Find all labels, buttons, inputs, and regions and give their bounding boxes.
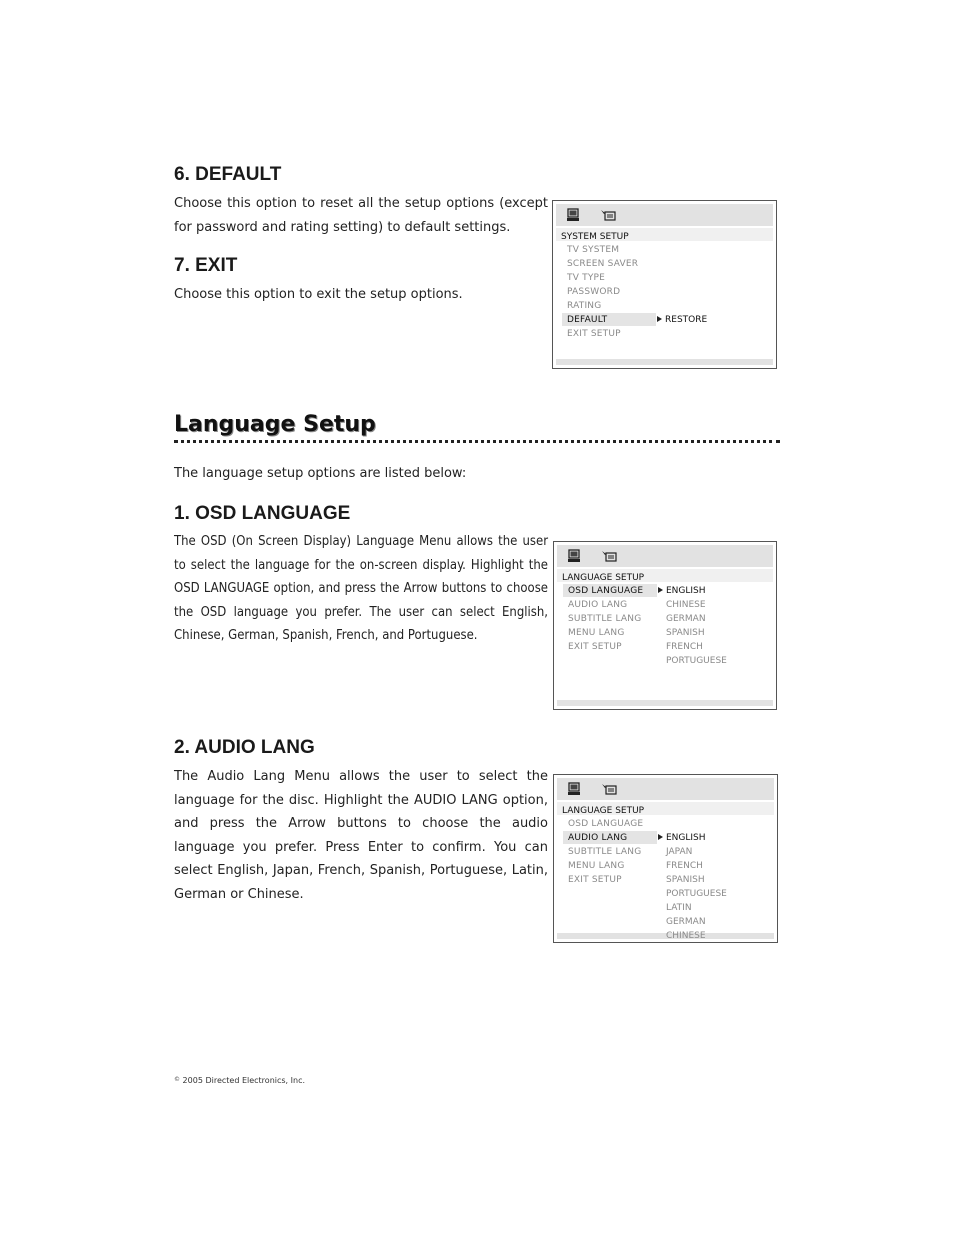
menu-option[interactable]: JAPAN — [666, 847, 693, 857]
menu-icon-bar — [557, 778, 774, 800]
menu-item[interactable]: EXIT SETUP — [568, 875, 622, 885]
menu-option[interactable]: GERMAN — [666, 614, 706, 624]
osd-language-heading: 1. OSD LANGUAGE — [174, 503, 351, 524]
audio-lang-menu-screenshot — [553, 774, 778, 943]
menu-item[interactable]: SUBTITLE LANG — [568, 614, 642, 624]
monitor-icon — [567, 549, 581, 563]
title-dotted-rule — [174, 440, 780, 443]
copyright-symbol: © — [174, 1076, 180, 1083]
menu-item[interactable]: TV TYPE — [567, 273, 606, 283]
language-setup-title: Language Setup — [174, 412, 376, 437]
language-intro: The language setup options are listed below: — [174, 466, 467, 481]
menu-option[interactable]: ENGLISH — [666, 833, 706, 843]
copyright-footer — [174, 1076, 305, 1085]
osd-language-description: The OSD (On Screen Display) Language Menu allows the user to select the language for the on-screen display. Highlight the OSD LANGUAGE option, and press the Arrow buttons to choose the OSD language you prefer. The user can select English, Chinese, German, Spanish, French, and Portuguese. — [174, 534, 548, 643]
menu-option[interactable]: FRENCH — [666, 642, 703, 652]
setup-icon — [600, 209, 616, 222]
menu-item[interactable]: PASSWORD — [567, 287, 621, 297]
menu-item[interactable]: DEFAULT — [567, 315, 608, 325]
audio-lang-heading: 2. AUDIO LANG — [174, 737, 315, 758]
menu-item[interactable]: AUDIO LANG — [568, 833, 628, 843]
menu-title: SYSTEM SETUP — [561, 232, 629, 242]
menu-option[interactable]: GERMAN — [666, 917, 706, 927]
menu-item[interactable]: EXIT SETUP — [567, 329, 621, 339]
menu-item[interactable]: RATING — [567, 301, 602, 311]
setup-icon — [601, 783, 617, 796]
audio-lang-description: The Audio Lang Menu allows the user to select the language for the disc. Highlight the AUDIO LANG option, and press the Arrow buttons to choose the audio language you prefer. Press Enter to confirm. You can select English, Japan, French, Spanish, Portuguese, Latin, German or Chinese. — [174, 769, 548, 902]
menu-option[interactable]: LATIN — [666, 903, 692, 913]
menu-option[interactable]: PORTUGUESE — [666, 889, 727, 899]
menu-item[interactable]: EXIT SETUP — [568, 642, 622, 652]
menu-item[interactable]: SUBTITLE LANG — [568, 847, 642, 857]
menu-item[interactable]: MENU LANG — [568, 628, 625, 638]
menu-icon-bar — [557, 545, 773, 567]
menu-item[interactable]: OSD LANGUAGE — [568, 586, 644, 596]
menu-title: LANGUAGE SETUP — [562, 806, 645, 816]
default-heading: 6. DEFAULT — [174, 164, 282, 185]
menu-title: LANGUAGE SETUP — [562, 573, 645, 583]
monitor-icon — [567, 782, 581, 796]
exit-description: Choose this option to exit the setup options. — [174, 287, 463, 302]
exit-heading: 7. EXIT — [174, 255, 238, 276]
menu-item[interactable]: SCREEN SAVER — [567, 259, 639, 269]
menu-arrow-icon — [657, 316, 662, 322]
monitor-icon — [566, 208, 580, 222]
default-description: Choose this option to reset all the setup options (except for password and rating setting) to default settings. — [174, 196, 548, 235]
system-setup-menu-screenshot — [552, 200, 777, 369]
menu-item[interactable]: TV SYSTEM — [567, 245, 620, 255]
menu-item[interactable]: OSD LANGUAGE — [568, 819, 644, 829]
menu-option[interactable]: CHINESE — [666, 600, 706, 610]
setup-icon — [601, 550, 617, 563]
menu-option[interactable]: SPANISH — [666, 875, 705, 885]
menu-arrow-icon — [658, 587, 663, 593]
menu-item[interactable]: AUDIO LANG — [568, 600, 628, 610]
menu-option[interactable]: CHINESE — [666, 931, 706, 941]
menu-icon-bar — [556, 204, 773, 226]
menu-option[interactable]: RESTORE — [665, 315, 708, 325]
menu-item[interactable]: MENU LANG — [568, 861, 625, 871]
menu-arrow-icon — [658, 834, 663, 840]
menu-option[interactable]: FRENCH — [666, 861, 703, 871]
menu-option[interactable]: PORTUGUESE — [666, 656, 727, 666]
osd-language-menu-screenshot — [553, 541, 777, 710]
menu-option[interactable]: SPANISH — [666, 628, 705, 638]
menu-option[interactable]: ENGLISH — [666, 586, 706, 596]
copyright-text: 2005 Directed Electronics, Inc. — [182, 1076, 306, 1085]
